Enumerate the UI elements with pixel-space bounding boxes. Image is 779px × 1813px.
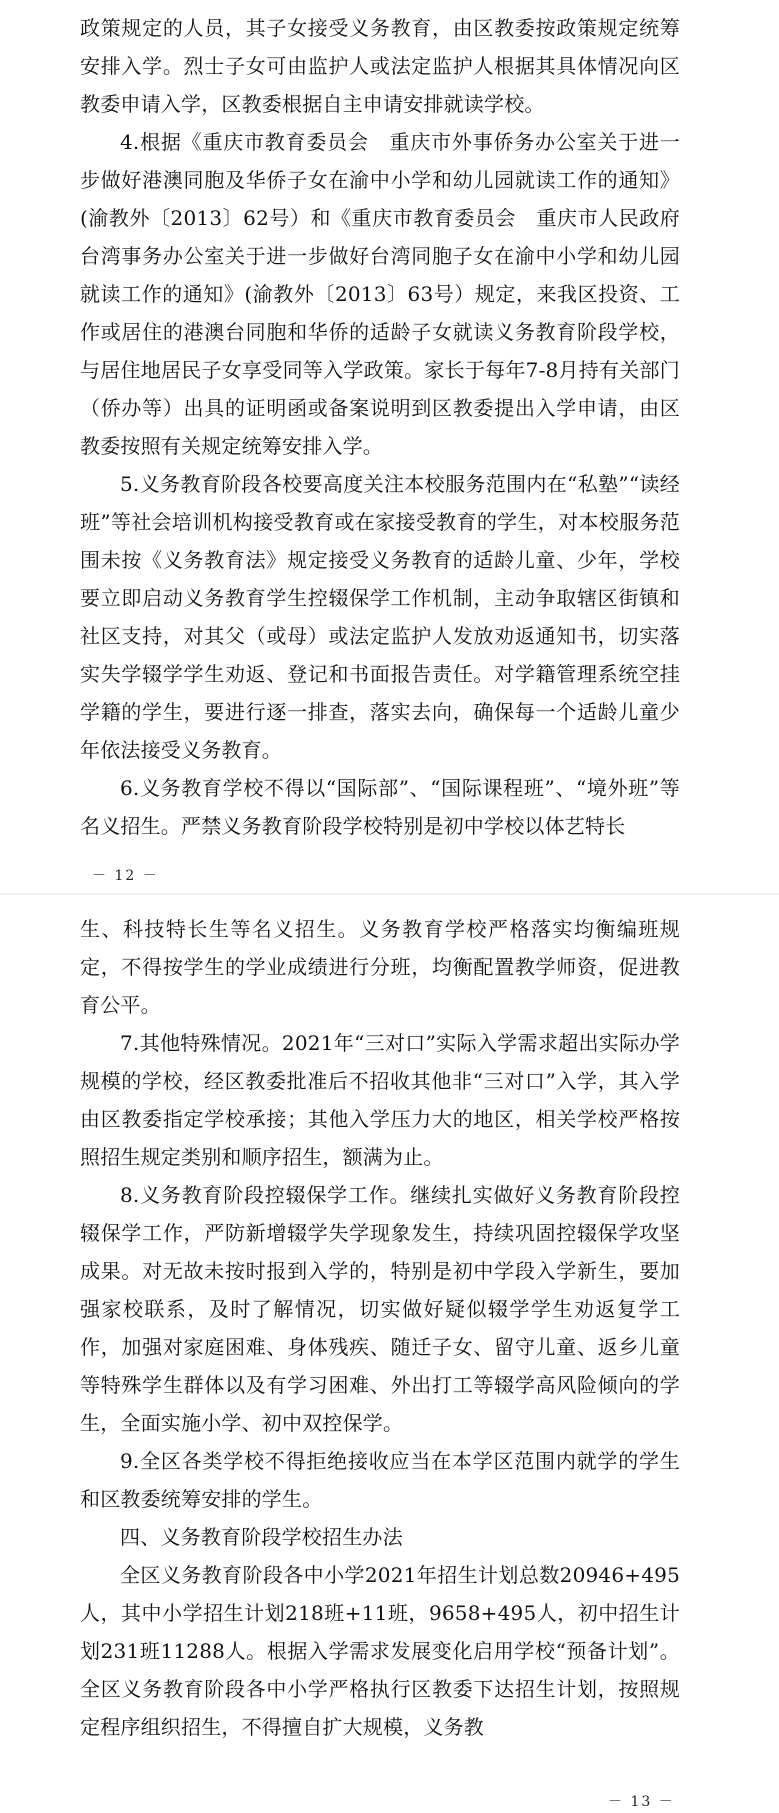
paragraph-item-9: 9.全区各类学校不得拒绝接收应当在本学区范围内就学的学生和区教委统筹安排的学生。	[80, 1449, 680, 1511]
paragraph-item-7: 7.其他特殊情况。2021年“三对口”实际入学需求超出实际办学规模的学校，经区教委批准后不招收其他非“三对口”入学，其入学由区教委指定学校承接；其他入学压力大的地区，相关学校严格按照招生规定类别和顺序招生，额满为止。	[80, 1031, 680, 1169]
paragraph-item-6: 6.义务教育学校不得以“国际部”、“国际课程班”、“境外班”等名义招生。严禁义务教育阶段学校特别是初中学校以体艺特长	[80, 776, 680, 838]
document-page-12	[0, 0, 779, 895]
section-heading: 四、义务教育阶段学校招生办法	[120, 1525, 403, 1549]
paragraph-continued: 生、科技特长生等名义招生。义务教育学校严格落实均衡编班规定，不得按学生的学业成绩进行分班，均衡配置教学师资，促进教育公平。	[80, 917, 680, 1017]
page-12-body	[80, 9, 680, 845]
paragraph-item-5: 5.义务教育阶段各校要高度关注本校服务范围内在“私塾”“读经班”等社会培训机构接受教育或在家接受教育的学生，对本校服务范围未按《义务教育法》规定接受义务教育的适龄儿童、少年，学校要立即启动义务教育学生控辍保学工作机制，主动争取辖区街镇和社区支持，对其父（或母）或法定监护人发放劝返通知书，切实落实失学辍学学生劝返、登记和书面报告责任。对学籍管理系统空挂学籍的学生，要进行逐一排查，落实去向，确保每一个适龄儿童少年依法接受义务教育。	[80, 472, 680, 762]
paragraph-enrollment-plan: 全区义务教育阶段各中小学2021年招生计划总数20946+495人，其中小学招生计划218班+11班，9658+495人，初中招生计划231班11288人。根据入学需求发展变化启用学校“预备计划”。全区义务教育阶段各中小学严格执行区教委下达招生计划，按照规定程序组织招生，不得擅自扩大规模，义务教	[80, 1563, 680, 1739]
document-page-13	[0, 895, 779, 1813]
paragraph-continued: 政策规定的人员，其子女接受义务教育，由区教委按政策规定统筹安排入学。烈士子女可由监护人或法定监护人根据其具体情况向区教委申请入学，区教委根据自主申请安排就读学校。	[80, 16, 680, 116]
page-13-body	[80, 910, 680, 1746]
page-number: － 12 －	[92, 868, 159, 884]
page-number: － 13 －	[608, 1794, 675, 1810]
paragraph-item-8: 8.义务教育阶段控辍保学工作。继续扎实做好义务教育阶段控辍保学工作，严防新增辍学失学现象发生，持续巩固控辍保学攻坚成果。对无故未按时报到入学的，特别是初中学段入学新生，要加强家校联系，及时了解情况，切实做好疑似辍学学生劝返复学工作，加强对家庭困难、身体残疾、随迁子女、留守儿童、返乡儿童等特殊学生群体以及有学习困难、外出打工等辍学高风险倾向的学生，全面实施小学、初中双控保学。	[80, 1183, 680, 1435]
paragraph-item-4: 4.根据《重庆市教育委员会 重庆市外事侨务办公室关于进一步做好港澳同胞及华侨子女在渝中小学和幼儿园就读工作的通知》(渝教外〔2013〕62号）和《重庆市教育委员会 重庆市人民政府台湾事务办公室关于进一步做好台湾同胞子女在渝中小学和幼儿园就读工作的通知》(渝教外〔2013〕63号）规定，来我区投资、工作或居住的港澳台同胞和华侨的适龄子女就读义务教育阶段学校，与居住地居民子女享受同等入学政策。家长于每年7-8月持有关部门（侨办等）出具的证明函或备案说明到区教委提出入学申请，由区教委按照有关规定统筹安排入学。	[80, 130, 680, 458]
